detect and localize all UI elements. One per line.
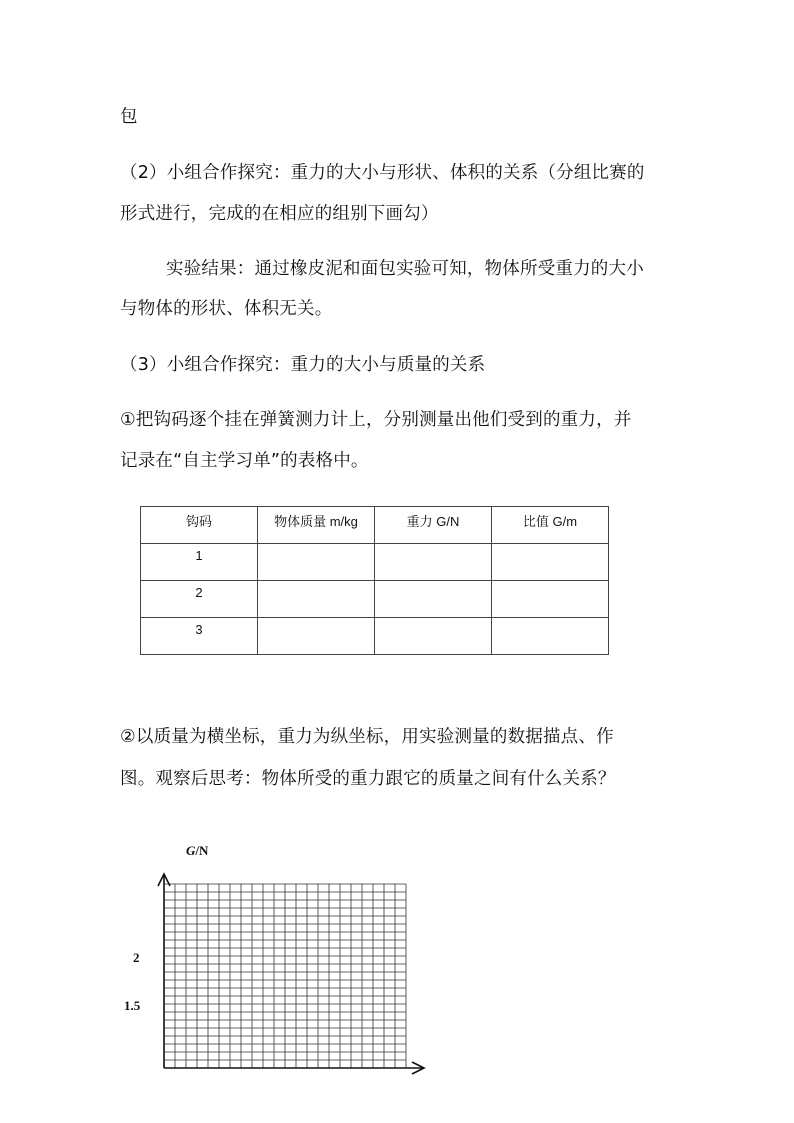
table-cell[interactable] <box>492 544 609 581</box>
table-header-cell: 物体质量 m/kg <box>258 507 375 544</box>
table-cell: 2 <box>141 581 258 618</box>
table-header-cell: 钩码 <box>141 507 258 544</box>
grid-lines <box>164 884 406 1068</box>
table-cell[interactable] <box>258 581 375 618</box>
text-line-6: （3）小组合作探究：重力的大小与质量的关系 <box>120 355 486 375</box>
table-cell[interactable] <box>258 544 375 581</box>
text-line-8: 记录在“自主学习单”的表格中。 <box>120 451 369 471</box>
table-cell[interactable] <box>258 618 375 655</box>
text-line-1: 包 <box>120 107 138 127</box>
table-header-cell: 比值 G/m <box>492 507 609 544</box>
table-row <box>141 618 609 655</box>
text-line-10: 图。观察后思考：物体所受的重力跟它的质量之间有什么关系？ <box>120 769 616 789</box>
table-cell[interactable] <box>375 581 492 618</box>
text-line-2: （2）小组合作探究：重力的大小与形状、体积的关系（分组比赛的 <box>120 163 645 183</box>
y-tick-label: 2 <box>133 950 140 965</box>
y-axis-unit: /N <box>195 843 209 858</box>
table-header-cell: 重力 G/N <box>375 507 492 544</box>
text-line-9: ②以质量为横坐标，重力为纵坐标，用实验测量的数据描点、作 <box>120 727 614 747</box>
table-cell[interactable] <box>375 544 492 581</box>
data-table <box>140 506 609 655</box>
table-cell: 1 <box>141 544 258 581</box>
table-row <box>141 581 609 618</box>
table-header-row <box>141 507 609 544</box>
y-axis-variable: G <box>186 843 196 858</box>
table-cell[interactable] <box>492 581 609 618</box>
coordinate-grid <box>150 868 430 1078</box>
text-line-5: 与物体的形状、体积无关。 <box>120 299 333 319</box>
table-cell: 3 <box>141 618 258 655</box>
table-cell[interactable] <box>492 618 609 655</box>
table-cell[interactable] <box>375 618 492 655</box>
text-line-4: 实验结果：通过橡皮泥和面包实验可知，物体所受重力的大小 <box>166 259 644 279</box>
text-line-3: 形式进行，完成的在相应的组别下画勾） <box>120 204 439 224</box>
text-line-7: ①把钩码逐个挂在弹簧测力计上，分别测量出他们受到的重力，并 <box>120 410 632 430</box>
y-tick-label: 1.5 <box>124 998 141 1013</box>
table-row <box>141 544 609 581</box>
y-axis-label <box>186 843 208 859</box>
